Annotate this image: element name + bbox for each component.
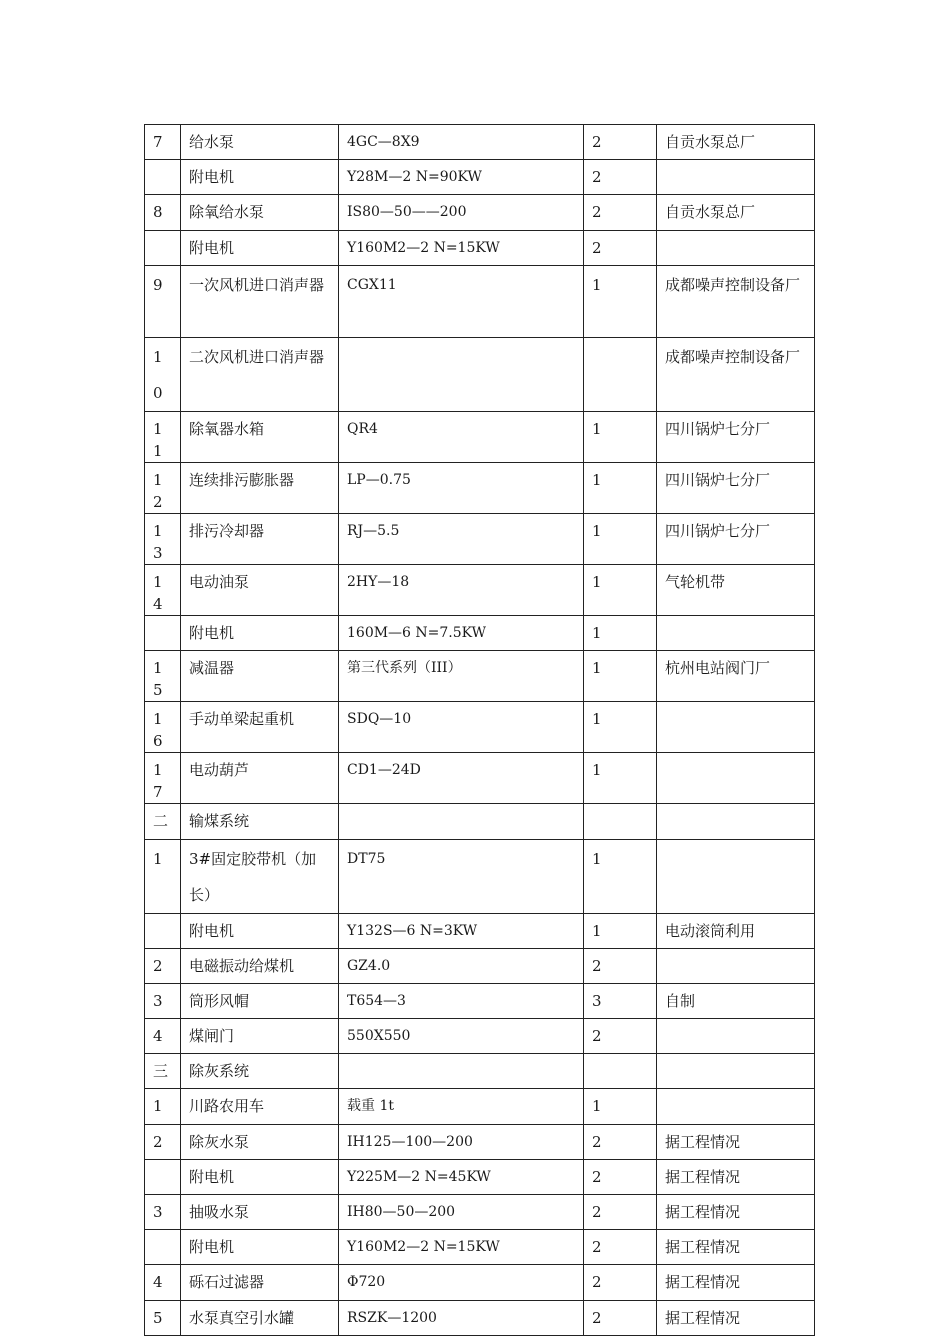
model-spec-cell: LP—0.75 bbox=[339, 463, 584, 514]
row-number-cell: 15 bbox=[145, 651, 181, 702]
quantity-cell: 1 bbox=[584, 616, 657, 651]
remark-cell: 据工程情况 bbox=[657, 1265, 815, 1300]
table-row bbox=[145, 839, 815, 913]
remark-cell: 四川锅炉七分厂 bbox=[657, 463, 815, 514]
remark-cell: 自贡水泵总厂 bbox=[657, 195, 815, 230]
equipment-name-cell: 排污冷却器 bbox=[181, 514, 339, 565]
table-row bbox=[145, 983, 815, 1018]
quantity-cell: 1 bbox=[584, 839, 657, 913]
row-number-cell bbox=[145, 913, 181, 948]
row-number-cell: 3 bbox=[145, 1195, 181, 1230]
quantity-cell: 2 bbox=[584, 230, 657, 265]
row-number-cell bbox=[145, 160, 181, 195]
quantity-cell bbox=[584, 804, 657, 839]
row-number-cell: 17 bbox=[145, 753, 181, 804]
model-spec-cell bbox=[339, 338, 584, 412]
model-spec-cell: QR4 bbox=[339, 412, 584, 463]
quantity-cell: 1 bbox=[584, 412, 657, 463]
quantity-cell: 1 bbox=[584, 565, 657, 616]
model-spec-cell: 160M—6 N=7.5KW bbox=[339, 616, 584, 651]
quantity-cell: 2 bbox=[584, 1195, 657, 1230]
row-number-cell bbox=[145, 616, 181, 651]
equipment-name-cell: 川路农用车 bbox=[181, 1089, 339, 1124]
row-number-cell: 14 bbox=[145, 565, 181, 616]
remark-cell bbox=[657, 1089, 815, 1124]
quantity-cell: 2 bbox=[584, 1124, 657, 1159]
model-spec-cell: DT75 bbox=[339, 839, 584, 913]
table-row bbox=[145, 1124, 815, 1159]
remark-cell bbox=[657, 160, 815, 195]
equipment-table-body bbox=[145, 125, 815, 1336]
table-row bbox=[145, 1019, 815, 1054]
row-number-cell bbox=[145, 1230, 181, 1265]
quantity-cell: 1 bbox=[584, 753, 657, 804]
remark-cell: 成都噪声控制设备厂 bbox=[657, 338, 815, 412]
equipment-name-cell: 3#固定胶带机（加长） bbox=[181, 839, 339, 913]
table-row bbox=[145, 913, 815, 948]
model-spec-cell: 载重 1t bbox=[339, 1089, 584, 1124]
model-spec-cell bbox=[339, 804, 584, 839]
equipment-name-cell: 除氧器水箱 bbox=[181, 412, 339, 463]
remark-cell: 据工程情况 bbox=[657, 1300, 815, 1335]
row-number-cell: 1 bbox=[145, 839, 181, 913]
equipment-name-cell: 附电机 bbox=[181, 1230, 339, 1265]
row-number-cell bbox=[145, 1159, 181, 1194]
table-row bbox=[145, 160, 815, 195]
quantity-cell: 2 bbox=[584, 160, 657, 195]
remark-cell: 自制 bbox=[657, 983, 815, 1018]
equipment-name-cell: 电磁振动给煤机 bbox=[181, 948, 339, 983]
model-spec-cell: IH80—50—200 bbox=[339, 1195, 584, 1230]
model-spec-cell: Y160M2—2 N=15KW bbox=[339, 230, 584, 265]
table-row bbox=[145, 463, 815, 514]
remark-cell bbox=[657, 230, 815, 265]
row-number-cell: 2 bbox=[145, 1124, 181, 1159]
equipment-name-cell: 电动油泵 bbox=[181, 565, 339, 616]
equipment-name-cell: 减温器 bbox=[181, 651, 339, 702]
model-spec-cell: 550X550 bbox=[339, 1019, 584, 1054]
equipment-name-cell: 一次风机进口消声器 bbox=[181, 265, 339, 337]
row-number-cell: 10 bbox=[145, 338, 181, 412]
model-spec-cell: GZ4.0 bbox=[339, 948, 584, 983]
remark-cell bbox=[657, 804, 815, 839]
table-row bbox=[145, 338, 815, 412]
quantity-cell: 2 bbox=[584, 1265, 657, 1300]
remark-cell bbox=[657, 839, 815, 913]
model-spec-cell: 第三代系列（III） bbox=[339, 651, 584, 702]
equipment-name-cell: 给水泵 bbox=[181, 125, 339, 160]
equipment-name-cell: 除灰水泵 bbox=[181, 1124, 339, 1159]
model-spec-cell: RJ—5.5 bbox=[339, 514, 584, 565]
table-row bbox=[145, 1054, 815, 1089]
row-number-cell: 5 bbox=[145, 1300, 181, 1335]
remark-cell: 据工程情况 bbox=[657, 1195, 815, 1230]
equipment-name-cell: 抽吸水泵 bbox=[181, 1195, 339, 1230]
table-row bbox=[145, 948, 815, 983]
quantity-cell: 2 bbox=[584, 195, 657, 230]
quantity-cell: 2 bbox=[584, 1230, 657, 1265]
quantity-cell: 1 bbox=[584, 463, 657, 514]
quantity-cell: 1 bbox=[584, 1089, 657, 1124]
equipment-name-cell: 砾石过滤器 bbox=[181, 1265, 339, 1300]
table-row bbox=[145, 804, 815, 839]
equipment-table bbox=[144, 124, 815, 1336]
equipment-name-cell: 附电机 bbox=[181, 616, 339, 651]
table-row bbox=[145, 565, 815, 616]
remark-cell: 电动滚筒利用 bbox=[657, 913, 815, 948]
remark-cell bbox=[657, 1019, 815, 1054]
row-number-cell: 9 bbox=[145, 265, 181, 337]
quantity-cell: 1 bbox=[584, 265, 657, 337]
quantity-cell: 2 bbox=[584, 1159, 657, 1194]
remark-cell bbox=[657, 753, 815, 804]
model-spec-cell: 2HY—18 bbox=[339, 565, 584, 616]
quantity-cell: 3 bbox=[584, 983, 657, 1018]
remark-cell: 四川锅炉七分厂 bbox=[657, 412, 815, 463]
remark-cell bbox=[657, 948, 815, 983]
model-spec-cell: CGX11 bbox=[339, 265, 584, 337]
row-number-cell: 8 bbox=[145, 195, 181, 230]
quantity-cell: 1 bbox=[584, 514, 657, 565]
quantity-cell bbox=[584, 1054, 657, 1089]
quantity-cell: 1 bbox=[584, 702, 657, 753]
row-number-cell: 7 bbox=[145, 125, 181, 160]
model-spec-cell: Y160M2—2 N=15KW bbox=[339, 1230, 584, 1265]
equipment-name-cell: 水泵真空引水罐 bbox=[181, 1300, 339, 1335]
table-row bbox=[145, 265, 815, 337]
row-number-cell: 16 bbox=[145, 702, 181, 753]
model-spec-cell bbox=[339, 1054, 584, 1089]
quantity-cell: 1 bbox=[584, 913, 657, 948]
remark-cell: 自贡水泵总厂 bbox=[657, 125, 815, 160]
table-row bbox=[145, 1159, 815, 1194]
model-spec-cell: Y132S—6 N=3KW bbox=[339, 913, 584, 948]
row-number-cell: 4 bbox=[145, 1019, 181, 1054]
remark-cell: 成都噪声控制设备厂 bbox=[657, 265, 815, 337]
quantity-cell: 2 bbox=[584, 1019, 657, 1054]
quantity-cell bbox=[584, 338, 657, 412]
model-spec-cell: RSZK—1200 bbox=[339, 1300, 584, 1335]
row-number-cell: 12 bbox=[145, 463, 181, 514]
equipment-name-cell: 电动葫芦 bbox=[181, 753, 339, 804]
remark-cell bbox=[657, 702, 815, 753]
table-row bbox=[145, 753, 815, 804]
row-number-cell: 2 bbox=[145, 948, 181, 983]
equipment-name-cell: 附电机 bbox=[181, 230, 339, 265]
quantity-cell: 2 bbox=[584, 125, 657, 160]
model-spec-cell: Y225M—2 N=45KW bbox=[339, 1159, 584, 1194]
equipment-name-cell: 手动单梁起重机 bbox=[181, 702, 339, 753]
equipment-name-cell: 附电机 bbox=[181, 913, 339, 948]
table-row bbox=[145, 412, 815, 463]
remark-cell: 据工程情况 bbox=[657, 1159, 815, 1194]
table-row bbox=[145, 1089, 815, 1124]
row-number-cell: 4 bbox=[145, 1265, 181, 1300]
equipment-name-cell: 附电机 bbox=[181, 1159, 339, 1194]
model-spec-cell: Φ720 bbox=[339, 1265, 584, 1300]
table-row bbox=[145, 1230, 815, 1265]
table-row bbox=[145, 702, 815, 753]
table-row bbox=[145, 514, 815, 565]
equipment-name-cell: 筒形风帽 bbox=[181, 983, 339, 1018]
remark-cell: 四川锅炉七分厂 bbox=[657, 514, 815, 565]
equipment-name-cell: 除氧给水泵 bbox=[181, 195, 339, 230]
row-number-cell: 1 bbox=[145, 1089, 181, 1124]
equipment-name-cell: 输煤系统 bbox=[181, 804, 339, 839]
model-spec-cell: 4GC—8X9 bbox=[339, 125, 584, 160]
row-number-cell: 二 bbox=[145, 804, 181, 839]
equipment-name-cell: 连续排污膨胀器 bbox=[181, 463, 339, 514]
remark-cell: 杭州电站阀门厂 bbox=[657, 651, 815, 702]
quantity-cell: 2 bbox=[584, 948, 657, 983]
row-number-cell: 13 bbox=[145, 514, 181, 565]
remark-cell: 据工程情况 bbox=[657, 1230, 815, 1265]
model-spec-cell: SDQ—10 bbox=[339, 702, 584, 753]
equipment-name-cell: 二次风机进口消声器 bbox=[181, 338, 339, 412]
remark-cell: 据工程情况 bbox=[657, 1124, 815, 1159]
model-spec-cell: IH125—100—200 bbox=[339, 1124, 584, 1159]
table-row bbox=[145, 125, 815, 160]
table-row bbox=[145, 1300, 815, 1335]
table-row bbox=[145, 230, 815, 265]
quantity-cell: 1 bbox=[584, 651, 657, 702]
row-number-cell: 11 bbox=[145, 412, 181, 463]
remark-cell bbox=[657, 616, 815, 651]
model-spec-cell: Y28M—2 N=90KW bbox=[339, 160, 584, 195]
equipment-name-cell: 附电机 bbox=[181, 160, 339, 195]
quantity-cell: 2 bbox=[584, 1300, 657, 1335]
table-row bbox=[145, 651, 815, 702]
table-row bbox=[145, 1195, 815, 1230]
equipment-name-cell: 煤闸门 bbox=[181, 1019, 339, 1054]
model-spec-cell: T654—3 bbox=[339, 983, 584, 1018]
model-spec-cell: IS80—50——200 bbox=[339, 195, 584, 230]
table-row bbox=[145, 195, 815, 230]
row-number-cell bbox=[145, 230, 181, 265]
remark-cell bbox=[657, 1054, 815, 1089]
table-row bbox=[145, 616, 815, 651]
row-number-cell: 三 bbox=[145, 1054, 181, 1089]
remark-cell: 气轮机带 bbox=[657, 565, 815, 616]
table-row bbox=[145, 1265, 815, 1300]
equipment-name-cell: 除灰系统 bbox=[181, 1054, 339, 1089]
model-spec-cell: CD1—24D bbox=[339, 753, 584, 804]
row-number-cell: 3 bbox=[145, 983, 181, 1018]
